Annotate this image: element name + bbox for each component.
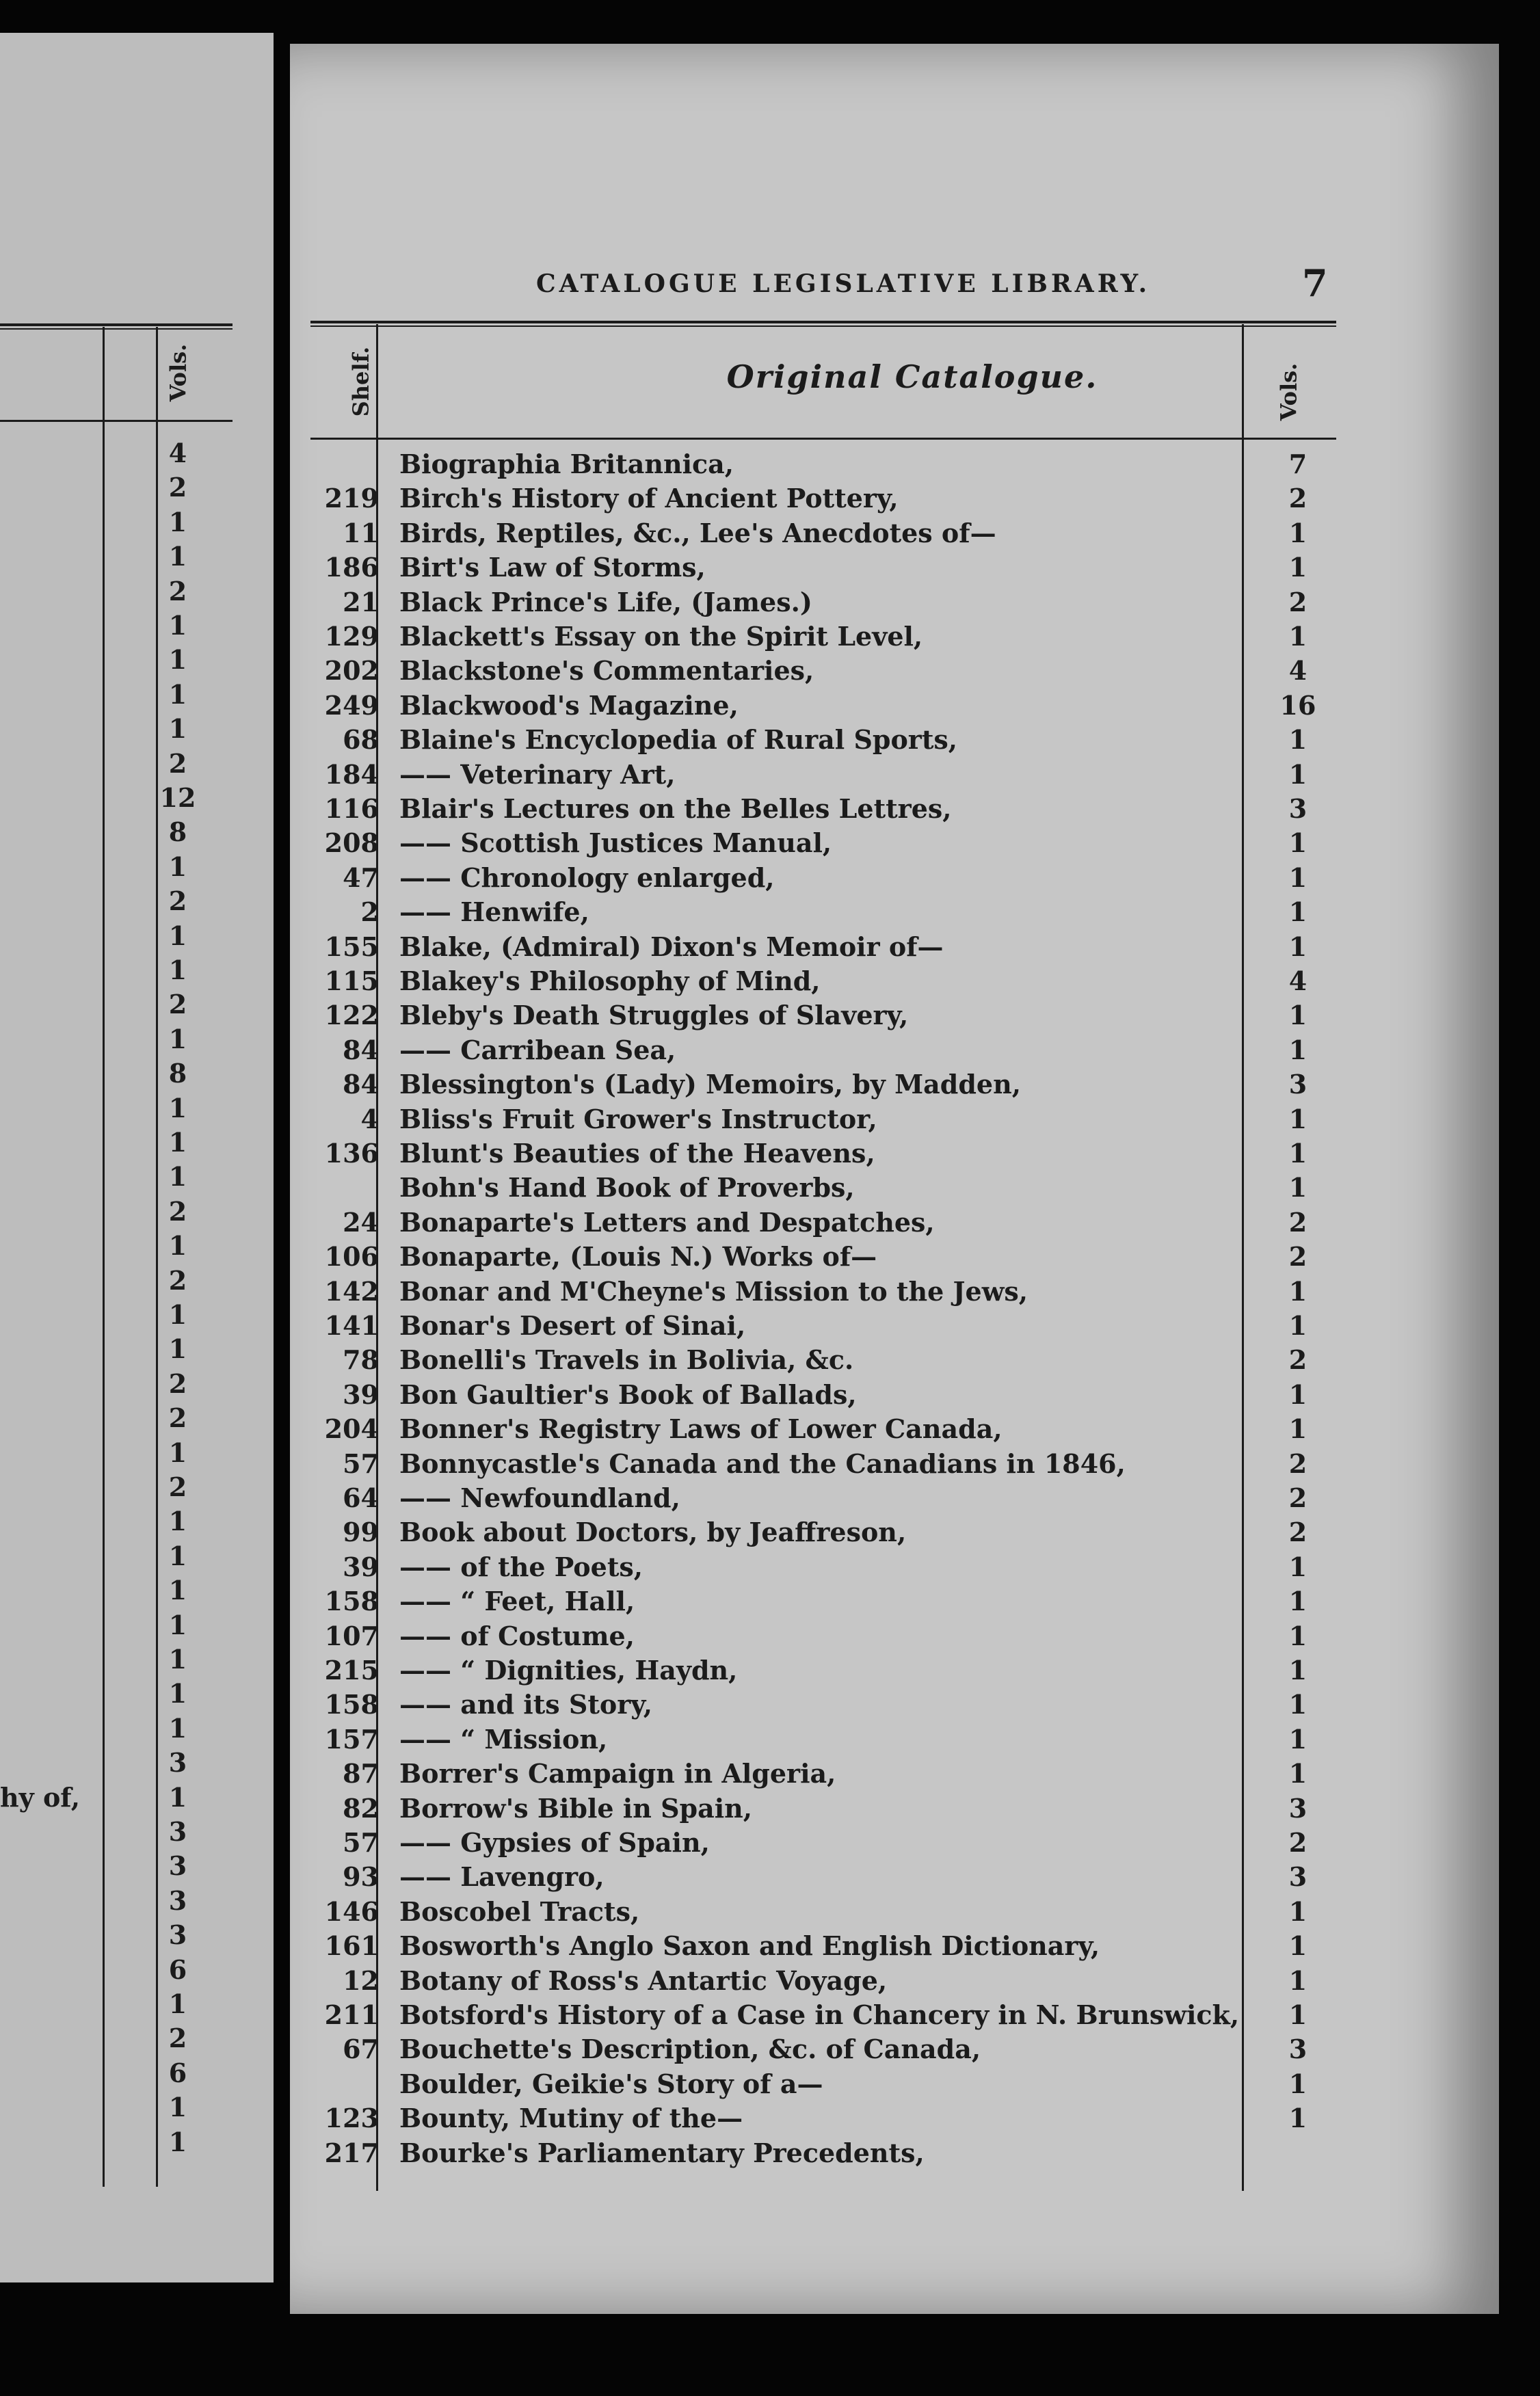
entry-title: —— Scottish Justices Manual,	[399, 827, 832, 859]
volume-count: 1	[1288, 862, 1307, 893]
entry-title: Blake, (Admiral) Dixon's Memoir of—	[399, 931, 944, 962]
shelf-number: 21	[343, 586, 379, 617]
volume-count: 1	[1288, 1586, 1307, 1617]
entry-title: —— of Costume,	[399, 1620, 635, 1651]
left-volume-count: 2	[168, 1195, 187, 1227]
left-volume-count: 1	[168, 1161, 187, 1193]
shelf-number: 146	[324, 1895, 379, 1927]
left-volume-count: 1	[168, 1988, 187, 2019]
entry-title: Birt's Law of Storms,	[399, 552, 706, 583]
volume-count: 1	[1288, 1034, 1307, 1065]
left-volume-count: 1	[168, 1092, 187, 1123]
entry-title: —— Newfoundland,	[399, 1482, 680, 1513]
volume-count: 1	[1288, 1379, 1307, 1410]
volume-count: 3	[1288, 1792, 1307, 1824]
entry-title: Blakey's Philosophy of Mind,	[399, 966, 821, 996]
shelf-number: 107	[324, 1620, 379, 1651]
entry-title: Blackett's Essay on the Spirit Level,	[399, 621, 923, 652]
left-volume-count: 6	[168, 2057, 187, 2088]
entry-title: Birds, Reptiles, &c., Lee's Anecdotes of—	[399, 517, 996, 548]
shelf-number: 78	[343, 1344, 379, 1376]
entry-title: Boulder, Geikie's Story of a—	[399, 2068, 823, 2099]
left-header-rule-top	[0, 323, 233, 326]
volume-count: 1	[1288, 931, 1307, 962]
volume-count: 1	[1288, 1999, 1307, 2030]
left-volume-count: 1	[168, 2092, 187, 2123]
left-volume-count: 1	[168, 1023, 187, 1054]
shelf-number: 67	[343, 2034, 379, 2065]
left-inner-column-rule	[103, 327, 105, 2187]
left-volume-count: 8	[168, 1058, 187, 1089]
entry-title: Blunt's Beauties of the Heavens,	[399, 1138, 875, 1169]
left-volume-count: 1	[168, 1575, 187, 1606]
vols-header: Vols.	[1275, 362, 1302, 421]
left-volume-count: 6	[168, 1954, 187, 1985]
entry-title: —— Gypsies of Spain,	[399, 1827, 710, 1858]
header-rule-top-thin	[310, 325, 1336, 327]
volume-count: 2	[1288, 1482, 1307, 1513]
entry-title: Bourke's Parliamentary Precedents,	[399, 2137, 925, 2168]
entry-title: —— Veterinary Art,	[399, 758, 676, 790]
entry-title: —— Lavengro,	[399, 1861, 605, 1893]
shelf-number: 202	[324, 655, 379, 687]
header-rule-top	[310, 321, 1336, 323]
entry-title: Bonner's Registry Laws of Lower Canada,	[399, 1413, 1003, 1445]
running-head: CATALOGUE LEGISLATIVE LIBRARY.	[536, 269, 1151, 298]
shelf-number: 186	[324, 552, 379, 583]
volume-count: 1	[1288, 2103, 1307, 2134]
shelf-number: 157	[324, 1723, 379, 1755]
entry-title: Bounty, Mutiny of the—	[399, 2103, 743, 2134]
volume-count: 1	[1288, 827, 1307, 859]
volume-count: 2	[1288, 1517, 1307, 1548]
shelf-number: 219	[324, 483, 379, 514]
volume-count: 1	[1288, 1965, 1307, 1996]
left-volume-count: 1	[168, 541, 187, 572]
volume-count: 1	[1288, 1413, 1307, 1445]
entry-title: Bonar and M'Cheyne's Mission to the Jews,	[399, 1275, 1028, 1307]
left-volume-count: 1	[168, 678, 187, 710]
entry-title: Bonelli's Travels in Bolivia, &c.	[399, 1344, 854, 1376]
volume-count: 1	[1288, 1655, 1307, 1686]
left-volume-count: 1	[168, 1127, 187, 1158]
catalogue-title: Original Catalogue.	[726, 358, 1098, 395]
entry-title: Botsford's History of a Case in Chancery in N. Brunswick,	[399, 1999, 1240, 2030]
shelf-number: 158	[324, 1689, 379, 1720]
volume-count: 16	[1279, 689, 1316, 721]
left-volume-count: 4	[168, 438, 187, 468]
shelf-number: 57	[343, 1827, 379, 1858]
shelf-number: 141	[324, 1310, 379, 1341]
left-volume-count: 3	[168, 1919, 187, 1951]
shelf-number: 84	[343, 1034, 379, 1065]
volume-count: 7	[1288, 449, 1307, 479]
volume-count: 1	[1288, 2068, 1307, 2099]
left-volume-count: 1	[168, 1781, 187, 1813]
volume-count: 1	[1288, 1620, 1307, 1651]
volume-count: 2	[1288, 1827, 1307, 1858]
entry-title: Bliss's Fruit Grower's Instructor,	[399, 1103, 877, 1134]
left-volume-count: 1	[168, 506, 187, 537]
left-volume-count: 2	[168, 1368, 187, 1399]
volume-count: 3	[1288, 1069, 1307, 1100]
shelf-number: 24	[343, 1206, 379, 1238]
left-volume-count: 8	[168, 816, 187, 848]
volume-count: 1	[1288, 621, 1307, 652]
left-volume-count: 2	[168, 989, 187, 1020]
left-vols-header: Vols.	[165, 343, 191, 402]
volume-count: 1	[1288, 1689, 1307, 1720]
shelf-number: 161	[324, 1930, 379, 1962]
shelf-number: 215	[324, 1655, 379, 1686]
volume-count: 1	[1288, 896, 1307, 928]
vols-column-rule	[1242, 324, 1244, 2191]
left-volume-count: 2	[168, 886, 187, 917]
volume-count: 3	[1288, 1861, 1307, 1893]
previous-page-fragment	[0, 33, 274, 2282]
shelf-number: 116	[324, 793, 379, 824]
entry-title: Bonaparte's Letters and Despatches,	[399, 1206, 935, 1238]
left-volume-count: 2	[168, 2023, 187, 2054]
left-volume-count: 1	[168, 1299, 187, 1330]
volume-count: 1	[1288, 1758, 1307, 1789]
shelf-number: 82	[343, 1792, 379, 1824]
shelf-number: 129	[324, 621, 379, 652]
entry-title: Blair's Lectures on the Belles Lettres,	[399, 793, 952, 824]
left-volume-count: 1	[168, 1644, 187, 1675]
left-volume-count: 1	[168, 1540, 187, 1571]
volume-count: 2	[1288, 1448, 1307, 1479]
shelf-number: 39	[343, 1379, 379, 1410]
shelf-number: 155	[324, 931, 379, 962]
entry-title: Boscobel Tracts,	[399, 1895, 640, 1927]
volume-count: 1	[1288, 1310, 1307, 1341]
entry-title: Blessington's (Lady) Memoirs, by Madden,	[399, 1069, 1021, 1100]
shelf-number: 12	[343, 1965, 379, 1996]
shelf-number: 39	[343, 1551, 379, 1582]
header-rule-bottom	[310, 438, 1336, 440]
entry-title: —— and its Story,	[399, 1689, 652, 1720]
left-volume-count: 3	[168, 1885, 187, 1916]
left-volume-count: 3	[168, 1816, 187, 1847]
shelf-number: 64	[343, 1482, 379, 1513]
left-volume-count: 1	[168, 1437, 187, 1468]
left-volume-count: 1	[168, 610, 187, 641]
shelf-number: 217	[324, 2137, 379, 2168]
left-header-rule-bottom	[0, 420, 233, 422]
volume-count: 4	[1288, 966, 1307, 996]
shelf-number: 84	[343, 1069, 379, 1100]
entry-title: Bonnycastle's Canada and the Canadians in 1846,	[399, 1448, 1126, 1479]
shelf-header: Shelf.	[347, 346, 374, 417]
left-fragment-text: hy of,	[0, 1781, 81, 1813]
volume-count: 1	[1288, 1930, 1307, 1962]
entry-title: —— Henwife,	[399, 896, 589, 928]
entry-title: Bouchette's Description, &c. of Canada,	[399, 2034, 981, 2065]
shelf-number: 68	[343, 724, 379, 756]
shelf-number: 184	[324, 758, 379, 790]
entry-title: Book about Doctors, by Jeaffreson,	[399, 1517, 907, 1548]
entry-title: Bosworth's Anglo Saxon and English Dictionary,	[399, 1930, 1100, 1962]
shelf-number: 4	[360, 1103, 379, 1134]
entry-title: Bohn's Hand Book of Proverbs,	[399, 1172, 855, 1203]
entry-title: Borrer's Campaign in Algeria,	[399, 1758, 836, 1789]
left-volume-count: 3	[168, 1850, 187, 1882]
shelf-number: 106	[324, 1241, 379, 1273]
left-volume-count: 1	[168, 955, 187, 985]
shelf-number: 158	[324, 1586, 379, 1617]
left-volume-count: 1	[168, 1230, 187, 1262]
shelf-number: 87	[343, 1758, 379, 1789]
left-volume-count: 1	[168, 851, 187, 882]
volume-count: 3	[1288, 793, 1307, 824]
entry-title: Blaine's Encyclopedia of Rural Sports,	[399, 724, 957, 756]
entry-title: Bon Gaultier's Book of Ballads,	[399, 1379, 857, 1410]
shelf-number: 211	[324, 1999, 379, 2030]
volume-count: 2	[1288, 1241, 1307, 1273]
entry-title: Borrow's Bible in Spain,	[399, 1792, 753, 1824]
shelf-number: 208	[324, 827, 379, 859]
catalogue-page	[290, 44, 1499, 2314]
left-volume-count: 2	[168, 1264, 187, 1296]
volume-count: 1	[1288, 1000, 1307, 1031]
left-volume-count: 1	[168, 1506, 187, 1537]
entry-title: —— of the Poets,	[399, 1551, 643, 1582]
left-volume-count: 1	[168, 713, 187, 745]
left-header-rule-top-thin	[0, 328, 233, 330]
shelf-number: 122	[324, 1000, 379, 1031]
volume-count: 1	[1288, 758, 1307, 790]
volume-count: 1	[1288, 1895, 1307, 1927]
entry-title: —— Chronology enlarged,	[399, 862, 775, 893]
left-volume-count: 2	[168, 575, 187, 607]
left-volume-count: 1	[168, 1712, 187, 1744]
entry-title: Bleby's Death Struggles of Slavery,	[399, 1000, 909, 1031]
volume-count: 1	[1288, 1138, 1307, 1169]
shelf-number: 57	[343, 1448, 379, 1479]
left-volume-count: 1	[168, 2126, 187, 2157]
volume-count: 2	[1288, 586, 1307, 617]
shelf-number: 115	[324, 966, 379, 996]
entry-title: Black Prince's Life, (James.)	[399, 586, 812, 617]
left-volume-count: 12	[159, 782, 196, 813]
shelf-number: 47	[343, 862, 379, 893]
shelf-number: 11	[343, 517, 379, 548]
shelf-number: 2	[360, 896, 379, 928]
entry-title: —— “ Feet, Hall,	[399, 1586, 635, 1617]
page-number: 7	[1302, 261, 1328, 305]
volume-count: 4	[1288, 655, 1307, 687]
volume-count: 1	[1288, 552, 1307, 583]
shelf-number: 142	[324, 1275, 379, 1307]
volume-count: 2	[1288, 1206, 1307, 1238]
volume-count: 1	[1288, 1172, 1307, 1203]
volume-count: 3	[1288, 2034, 1307, 2065]
left-volume-count: 2	[168, 1472, 187, 1502]
entry-title: Birch's History of Ancient Pottery,	[399, 483, 899, 514]
volume-count: 2	[1288, 483, 1307, 514]
shelf-number: 99	[343, 1517, 379, 1548]
left-volume-count: 2	[168, 1402, 187, 1434]
volume-count: 1	[1288, 1103, 1307, 1134]
entry-title: Blackwood's Magazine,	[399, 689, 739, 721]
volume-count: 1	[1288, 1723, 1307, 1755]
volume-count: 2	[1288, 1344, 1307, 1376]
left-volume-count: 1	[168, 1333, 187, 1365]
entry-title: Blackstone's Commentaries,	[399, 655, 814, 687]
entry-title: —— “ Dignities, Haydn,	[399, 1655, 738, 1686]
volume-count: 1	[1288, 724, 1307, 756]
volume-count: 1	[1288, 1551, 1307, 1582]
left-volume-count: 1	[168, 920, 187, 951]
shelf-number: 249	[324, 689, 379, 721]
shelf-number: 136	[324, 1138, 379, 1169]
entry-title: Bonar's Desert of Sinai,	[399, 1310, 746, 1341]
entry-title: —— “ Mission,	[399, 1723, 608, 1755]
entry-title: Bonaparte, (Louis N.) Works of—	[399, 1241, 877, 1273]
volume-count: 1	[1288, 1275, 1307, 1307]
shelf-number: 204	[324, 1413, 379, 1445]
left-volume-count: 3	[168, 1747, 187, 1779]
left-volume-count: 1	[168, 1609, 187, 1640]
entry-title: Botany of Ross's Antartic Voyage,	[399, 1965, 888, 1996]
entry-title: —— Carribean Sea,	[399, 1034, 676, 1065]
shelf-number: 123	[324, 2103, 379, 2134]
left-volume-count: 1	[168, 1678, 187, 1709]
shelf-number: 93	[343, 1861, 379, 1893]
left-volume-count: 2	[168, 472, 187, 503]
volume-count: 1	[1288, 517, 1307, 548]
left-volume-count: 1	[168, 644, 187, 676]
left-volume-count: 2	[168, 747, 187, 779]
entry-title: Biographia Britannica,	[399, 449, 734, 479]
